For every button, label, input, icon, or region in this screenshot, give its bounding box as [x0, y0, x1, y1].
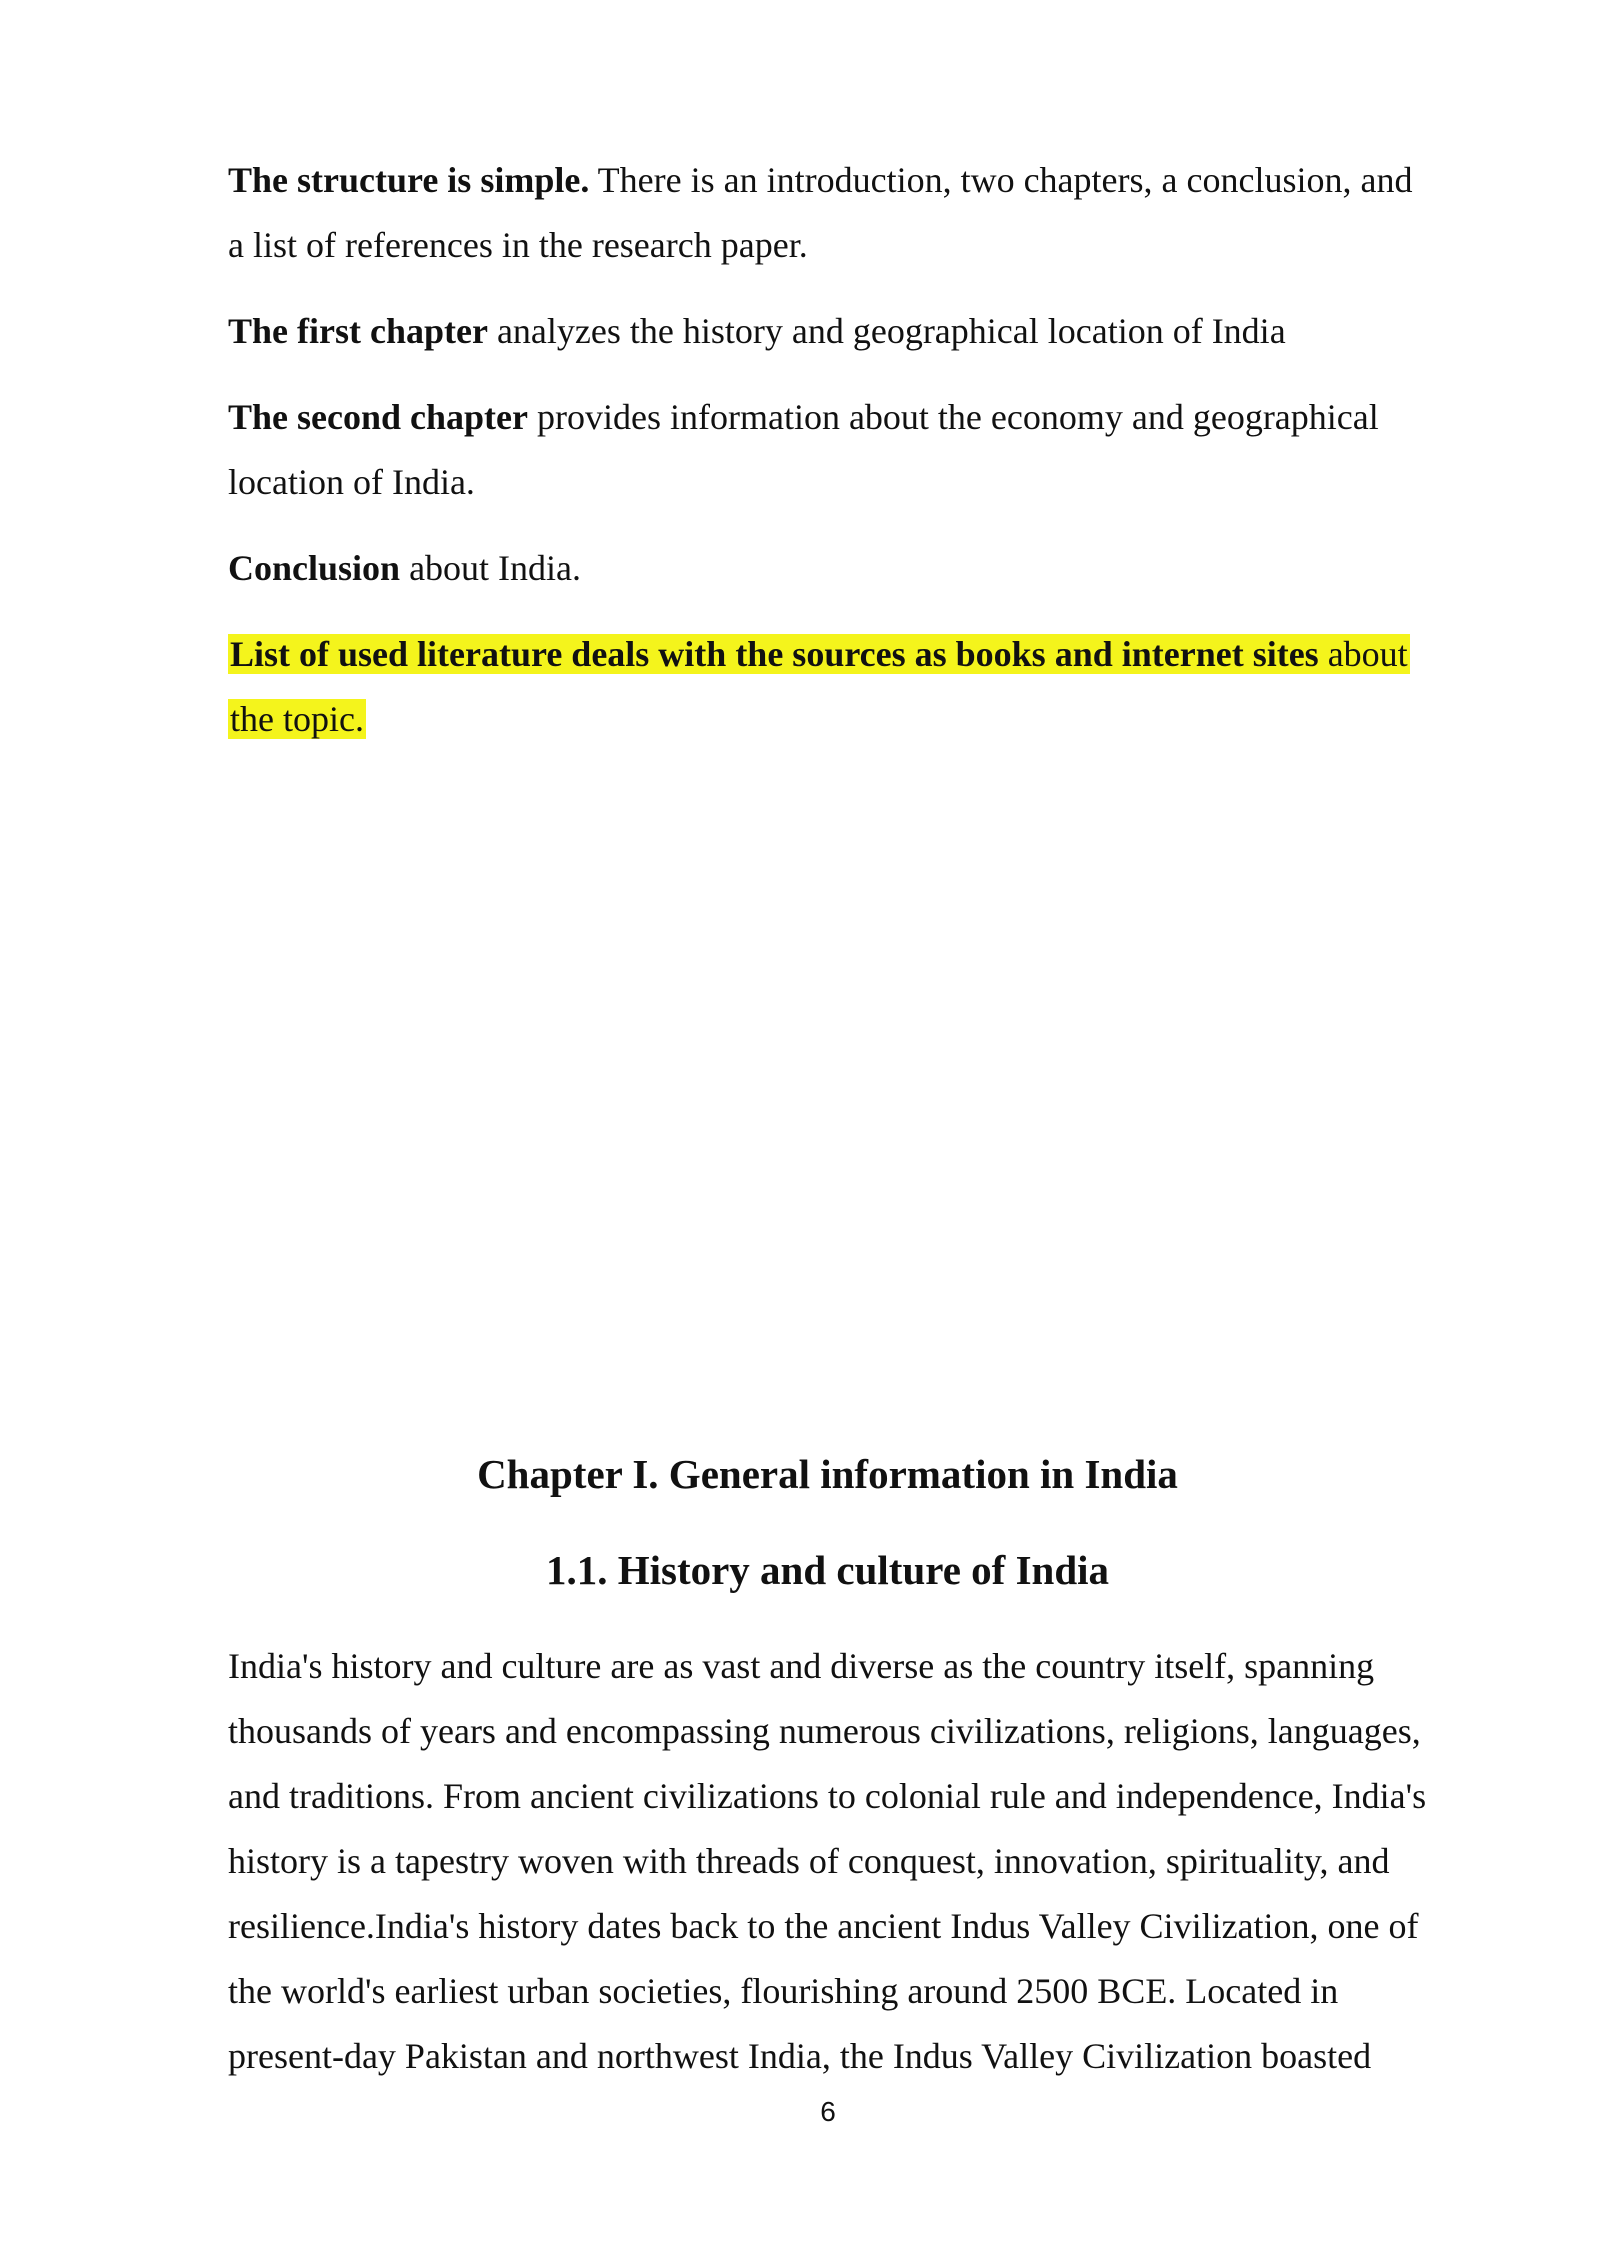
structure-text-line2: a list of references in the research paper. [228, 225, 808, 265]
body-line: thousands of years and encompassing numerous civilizations, religions, languages, [228, 1711, 1421, 1751]
body-paragraph [228, 1634, 1488, 2089]
chapter-title: Chapter I. General information in India [477, 1451, 1178, 1497]
body-line: and traditions. From ancient civilizations to colonial rule and independence, India's [228, 1776, 1427, 1816]
structure-text: There is an introduction, two chapters, a conclusion, and [589, 160, 1413, 200]
second-chapter-text-line2: location of India. [228, 462, 475, 502]
literature-highlight [228, 634, 1410, 674]
first-chapter-text: analyzes the history and geographical location of India [487, 311, 1286, 351]
conclusion-paragraph [228, 536, 1482, 601]
second-chapter-lead: The second chapter [228, 397, 528, 437]
second-chapter-text: provides information about the economy and geographical [528, 397, 1379, 437]
intro-section [228, 148, 1482, 773]
body-line: the world's earliest urban societies, flourishing around 2500 BCE. Located in [228, 1971, 1339, 2011]
body-line: present-day Pakistan and northwest India, the Indus Valley Civilization boasted [228, 2036, 1372, 2076]
page-number: 6 [820, 2096, 836, 2127]
second-chapter-paragraph [228, 385, 1482, 515]
conclusion-text: about India. [400, 548, 582, 588]
structure-paragraph [228, 148, 1482, 278]
body-line: resilience.India's history dates back to the ancient Indus Valley Civilization, one of [228, 1906, 1419, 1946]
literature-lead: List of used literature deals with the sources as books and internet sites [230, 634, 1319, 674]
conclusion-lead: Conclusion [228, 548, 401, 588]
body-line: history is a tapestry woven with threads of conquest, innovation, spirituality, and [228, 1841, 1390, 1881]
body-line: India's history and culture are as vast and diverse as the country itself, spanning [228, 1646, 1375, 1686]
structure-lead: The structure is simple. [228, 160, 590, 200]
section-title: 1.1. History and culture of India [545, 1547, 1110, 1593]
first-chapter-lead: The first chapter [228, 311, 488, 351]
chapter-headings [0, 1444, 1600, 1600]
literature-paragraph [228, 622, 1482, 752]
literature-text-line2: the topic. [230, 699, 364, 739]
first-chapter-paragraph [228, 299, 1482, 364]
literature-text: about [1318, 634, 1408, 674]
